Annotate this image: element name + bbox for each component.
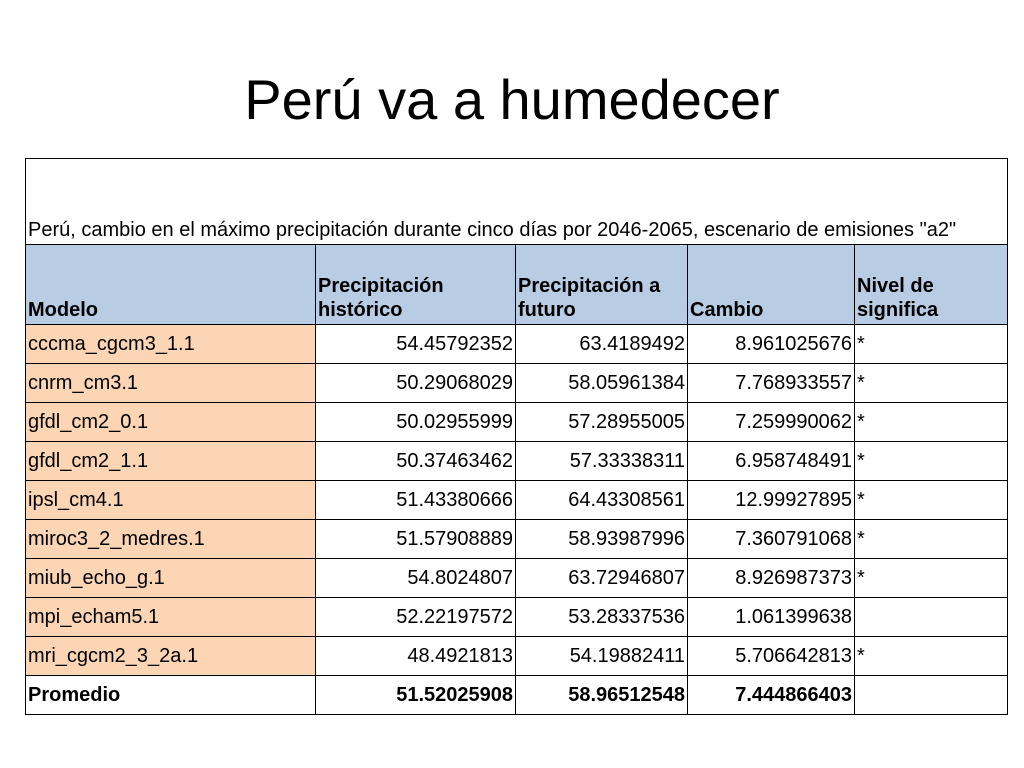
model-name-cell: cccma_cgcm3_1.1 bbox=[26, 325, 316, 364]
historico-cell: 48.4921813 bbox=[316, 637, 516, 676]
futuro-cell: 53.28337536 bbox=[516, 598, 688, 637]
average-cambio: 7.444866403 bbox=[688, 676, 855, 715]
significance-cell bbox=[855, 598, 1008, 637]
table-header-row bbox=[26, 245, 1008, 325]
significance-cell: * bbox=[855, 442, 1008, 481]
historico-cell: 54.45792352 bbox=[316, 325, 516, 364]
significance-cell: * bbox=[855, 559, 1008, 598]
model-name-cell: mri_cgcm2_3_2a.1 bbox=[26, 637, 316, 676]
historico-cell: 51.43380666 bbox=[316, 481, 516, 520]
historico-cell: 50.02955999 bbox=[316, 403, 516, 442]
significance-cell: * bbox=[855, 481, 1008, 520]
table-row bbox=[26, 598, 1008, 637]
header-significa: Nivel de significa bbox=[855, 245, 1008, 325]
table-row bbox=[26, 520, 1008, 559]
header-futuro: Precipitación a futuro bbox=[516, 245, 688, 325]
table-caption: Perú, cambio en el máximo precipitación durante cinco días por 2046-2065, escenario de emisiones "a2" bbox=[26, 159, 1008, 245]
table-row bbox=[26, 364, 1008, 403]
significance-cell: * bbox=[855, 325, 1008, 364]
historico-cell: 54.8024807 bbox=[316, 559, 516, 598]
futuro-cell: 58.05961384 bbox=[516, 364, 688, 403]
average-row bbox=[26, 676, 1008, 715]
table-row bbox=[26, 442, 1008, 481]
historico-cell: 50.37463462 bbox=[316, 442, 516, 481]
futuro-cell: 58.93987996 bbox=[516, 520, 688, 559]
futuro-cell: 64.43308561 bbox=[516, 481, 688, 520]
average-significance bbox=[855, 676, 1008, 715]
table-row bbox=[26, 481, 1008, 520]
precipitation-table bbox=[25, 158, 1008, 715]
header-modelo: Modelo bbox=[26, 245, 316, 325]
model-name-cell: gfdl_cm2_1.1 bbox=[26, 442, 316, 481]
table-row bbox=[26, 559, 1008, 598]
historico-cell: 50.29068029 bbox=[316, 364, 516, 403]
average-futuro: 58.96512548 bbox=[516, 676, 688, 715]
cambio-cell: 7.259990062 bbox=[688, 403, 855, 442]
table-row bbox=[26, 637, 1008, 676]
header-historico: Precipitación histórico bbox=[316, 245, 516, 325]
cambio-cell: 7.768933557 bbox=[688, 364, 855, 403]
historico-cell: 52.22197572 bbox=[316, 598, 516, 637]
futuro-cell: 63.72946807 bbox=[516, 559, 688, 598]
cambio-cell: 8.926987373 bbox=[688, 559, 855, 598]
model-name-cell: miub_echo_g.1 bbox=[26, 559, 316, 598]
historico-cell: 51.57908889 bbox=[316, 520, 516, 559]
model-name-cell: gfdl_cm2_0.1 bbox=[26, 403, 316, 442]
average-historico: 51.52025908 bbox=[316, 676, 516, 715]
model-name-cell: miroc3_2_medres.1 bbox=[26, 520, 316, 559]
table-caption-row bbox=[26, 159, 1008, 245]
significance-cell: * bbox=[855, 637, 1008, 676]
slide-title: Perú va a humedecer bbox=[244, 68, 780, 131]
model-name-cell: mpi_echam5.1 bbox=[26, 598, 316, 637]
futuro-cell: 57.33338311 bbox=[516, 442, 688, 481]
table-row bbox=[26, 403, 1008, 442]
cambio-cell: 5.706642813 bbox=[688, 637, 855, 676]
average-label: Promedio bbox=[26, 676, 316, 715]
table-row bbox=[26, 325, 1008, 364]
cambio-cell: 7.360791068 bbox=[688, 520, 855, 559]
cambio-cell: 6.958748491 bbox=[688, 442, 855, 481]
cambio-cell: 12.99927895 bbox=[688, 481, 855, 520]
significance-cell: * bbox=[855, 520, 1008, 559]
header-cambio: Cambio bbox=[688, 245, 855, 325]
cambio-cell: 8.961025676 bbox=[688, 325, 855, 364]
futuro-cell: 57.28955005 bbox=[516, 403, 688, 442]
model-name-cell: ipsl_cm4.1 bbox=[26, 481, 316, 520]
model-name-cell: cnrm_cm3.1 bbox=[26, 364, 316, 403]
cambio-cell: 1.061399638 bbox=[688, 598, 855, 637]
futuro-cell: 63.4189492 bbox=[516, 325, 688, 364]
significance-cell: * bbox=[855, 364, 1008, 403]
futuro-cell: 54.19882411 bbox=[516, 637, 688, 676]
significance-cell: * bbox=[855, 403, 1008, 442]
